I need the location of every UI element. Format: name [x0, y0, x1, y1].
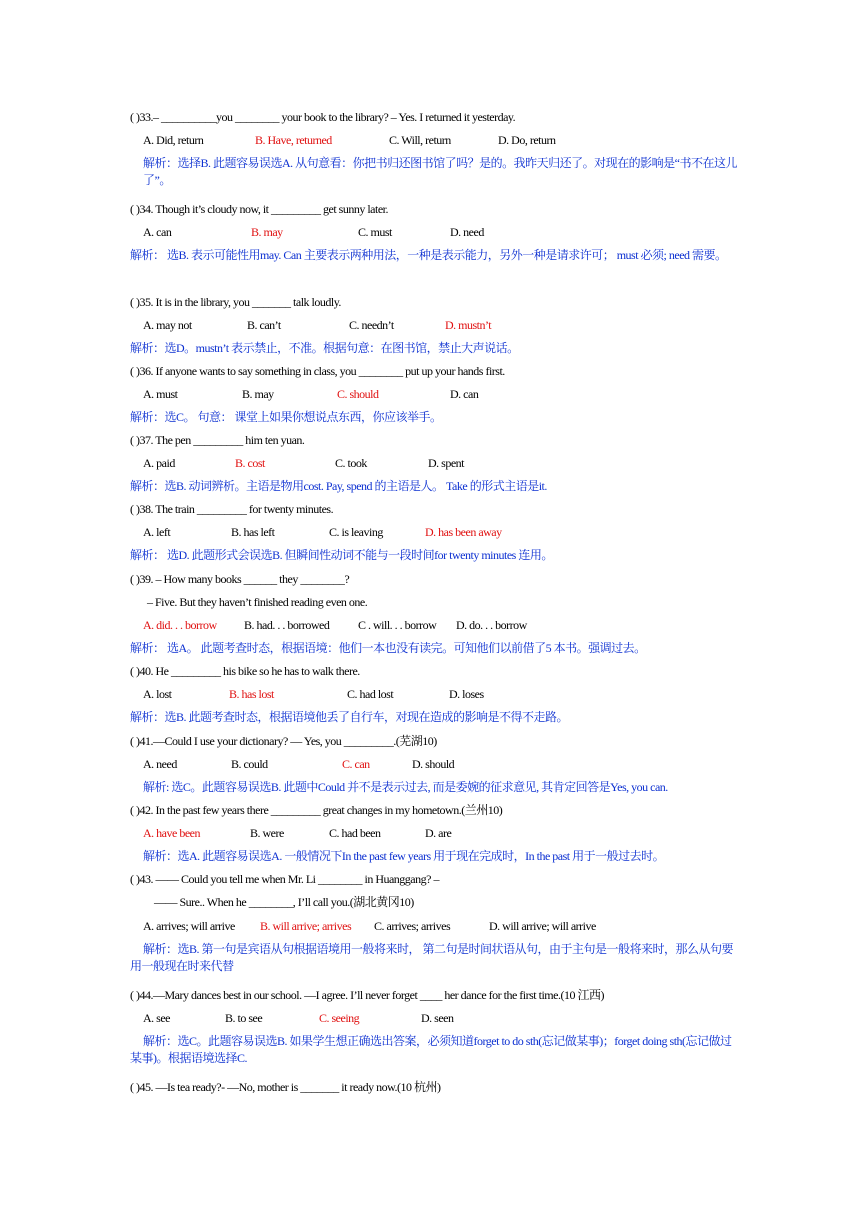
option-b-answer: B. cost: [235, 456, 265, 470]
question-43-stem-line-2: —— Sure.. When he ________, I’ll call you.(湖北黄冈10): [154, 895, 414, 909]
option-a-answer-text: A. have been: [143, 826, 200, 840]
option-c-answer: C. seeing: [319, 1011, 360, 1025]
option-c: C. took: [335, 456, 367, 470]
option-d-answer: D. has been away: [425, 525, 502, 539]
question-41-analysis: 解析: 选C。此题容易误选B. 此题中Could 并不是表示过去, 而是委婉的征求意见, 其肯定回答是Yes, you can.: [143, 780, 668, 794]
option-c: C. had lost: [347, 687, 394, 701]
question-40-stem: ( )40. He _________ his bike so he has to walk there.: [130, 664, 360, 678]
option-b-answer: B. will arrive; arrives: [260, 919, 352, 933]
option-d: D. should: [412, 757, 455, 771]
option-a: A. arrives; will arrive: [143, 919, 235, 933]
option-a: A. may not: [143, 318, 192, 332]
question-35-analysis: 解析：选D。mustn’t 表示禁止，不准。根据句意：在图书馆，禁止大声说话。: [130, 341, 519, 355]
question-33-analysis: 解析：选择B. 此题容易误选A. 从句意看：你把书归还图书馆了吗？是的。我昨天归还了。对现在的影响是“书不在这儿了”。: [143, 156, 738, 187]
question-41-stem: ( )41.—Could I use your dictionary? — Yes, you _________.(芜湖10): [130, 734, 437, 748]
option-a-answer: [143, 825, 200, 842]
question-42-analysis: 解析：选A. 此题容易误选A. 一般情况下In the past few years 用于现在完成时，In the past 用于一般过去时。: [143, 849, 665, 863]
option-c: C. arrives; arrives: [374, 919, 451, 933]
option-d: D. can: [450, 387, 479, 401]
option-c: C . will. . . borrow: [358, 618, 437, 632]
question-45-stem: ( )45. —Is tea ready?- —No, mother is _______ it ready now.(10 杭州): [130, 1080, 441, 1094]
option-c: C. must: [358, 225, 392, 239]
option-b: B. could: [231, 757, 268, 771]
option-a: A. can: [143, 225, 172, 239]
question-36-stem: ( )36. If anyone wants to say something in class, you ________ put up your hands first.: [130, 364, 505, 378]
option-a: A. left: [143, 525, 171, 539]
option-a: A. need: [143, 757, 177, 771]
option-d: D. loses: [449, 687, 484, 701]
option-b: B. can’t: [247, 318, 281, 332]
option-b-answer: B. Have, returned: [255, 133, 332, 147]
option-d: D. Do, return: [498, 133, 556, 147]
option-d: D. seen: [421, 1011, 454, 1025]
question-39-analysis: 解析： 选A。 此题考查时态，根据语境：他们一本也没有读完。可知他们以前借了5 本书。强调过去。: [130, 641, 646, 655]
option-d: D. spent: [428, 456, 464, 470]
question-43-analysis: 解析：选B. 第一句是宾语从句根据语境用一般将来时， 第二句是时间状语从句，由于主句是一般将来时，那么从句要用一般现在时来代替: [130, 942, 734, 973]
option-c: C. had been: [329, 826, 381, 840]
option-d: D. need: [450, 225, 484, 239]
option-c: C. needn’t: [349, 318, 394, 332]
option-b: B. were: [250, 826, 284, 840]
question-40-analysis: 解析：选B. 此题考查时态，根据语境他丢了自行车，对现在造成的影响是不得不走路。: [130, 710, 569, 724]
option-c: C. Will, return: [389, 133, 451, 147]
question-39-stem-line-2: – Five. But they haven’t finished reading even one.: [147, 595, 368, 609]
question-34-stem: ( )34. Though it’s cloudy now, it _________ get sunny later.: [130, 202, 388, 216]
question-33-stem: ( )33.– __________you ________ your book to the library? – Yes. I returned it yesterday.: [130, 110, 516, 124]
option-d-answer: D. mustn’t: [445, 318, 492, 332]
option-b-answer: B. may: [251, 225, 283, 239]
question-37-analysis: 解析：选B. 动词辨析。主语是物用cost. Pay, spend 的主语是人。 Take 的形式主语是it.: [130, 479, 547, 493]
question-38-stem: ( )38. The train _________ for twenty minutes.: [130, 502, 334, 516]
option-a-answer: A. did. . . borrow: [143, 618, 217, 632]
option-a: A. see: [143, 1011, 170, 1025]
question-35-stem: ( )35. It is in the library, you _______ talk loudly.: [130, 295, 341, 309]
question-42-stem: ( )42. In the past few years there _________ great changes in my hometown.(兰州10): [130, 803, 503, 817]
question-37-stem: ( )37. The pen _________ him ten yuan.: [130, 433, 305, 447]
question-39-stem: ( )39. – How many books ______ they ________?: [130, 572, 350, 586]
option-a: A. paid: [143, 456, 175, 470]
option-d: D. will arrive; will arrive: [489, 919, 596, 933]
option-b: B. to see: [225, 1011, 263, 1025]
option-c-answer: C. can: [342, 757, 370, 771]
option-a: A. must: [143, 387, 178, 401]
question-38-analysis: 解析： 选D. 此题形式会误选B. 但瞬间性动词不能与一段时间for twenty minutes 连用。: [130, 548, 553, 562]
question-43-stem: ( )43. —— Could you tell me when Mr. Li ________ in Huanggang? –: [130, 872, 439, 886]
option-c: C. is leaving: [329, 525, 383, 539]
option-d: D. do. . . borrow: [456, 618, 527, 632]
question-36-analysis: 解析：选C。 句意： 课堂上如果你想说点东西，你应该举手。: [130, 410, 442, 424]
question-34-analysis: 解析： 选B. 表示可能性用may. Can 主要表示两种用法，一种是表示能力，另外一种是请求许可； must 必须; need 需要。: [130, 248, 727, 262]
option-b: B. has left: [231, 525, 275, 539]
option-b: B. had. . . borrowed: [244, 618, 330, 632]
option-c-answer: C. should: [337, 387, 379, 401]
option-b: B. may: [242, 387, 274, 401]
option-d: D. are: [425, 826, 452, 840]
option-a: A. lost: [143, 687, 172, 701]
option-a: A. Did, return: [143, 133, 204, 147]
question-44-stem: ( )44.—Mary dances best in our school. —I agree. I’ll never forget ____ her dance for the first time.(10 江西): [130, 988, 604, 1002]
question-44-analysis: 解析：选C。此题容易误选B. 如果学生想正确选出答案，必须知道forget to do sth(忘记做某事)；forget doing sth(忘记做过某事)。根据语境选择C.: [130, 1034, 732, 1065]
option-b-answer: B. has lost: [229, 687, 274, 701]
